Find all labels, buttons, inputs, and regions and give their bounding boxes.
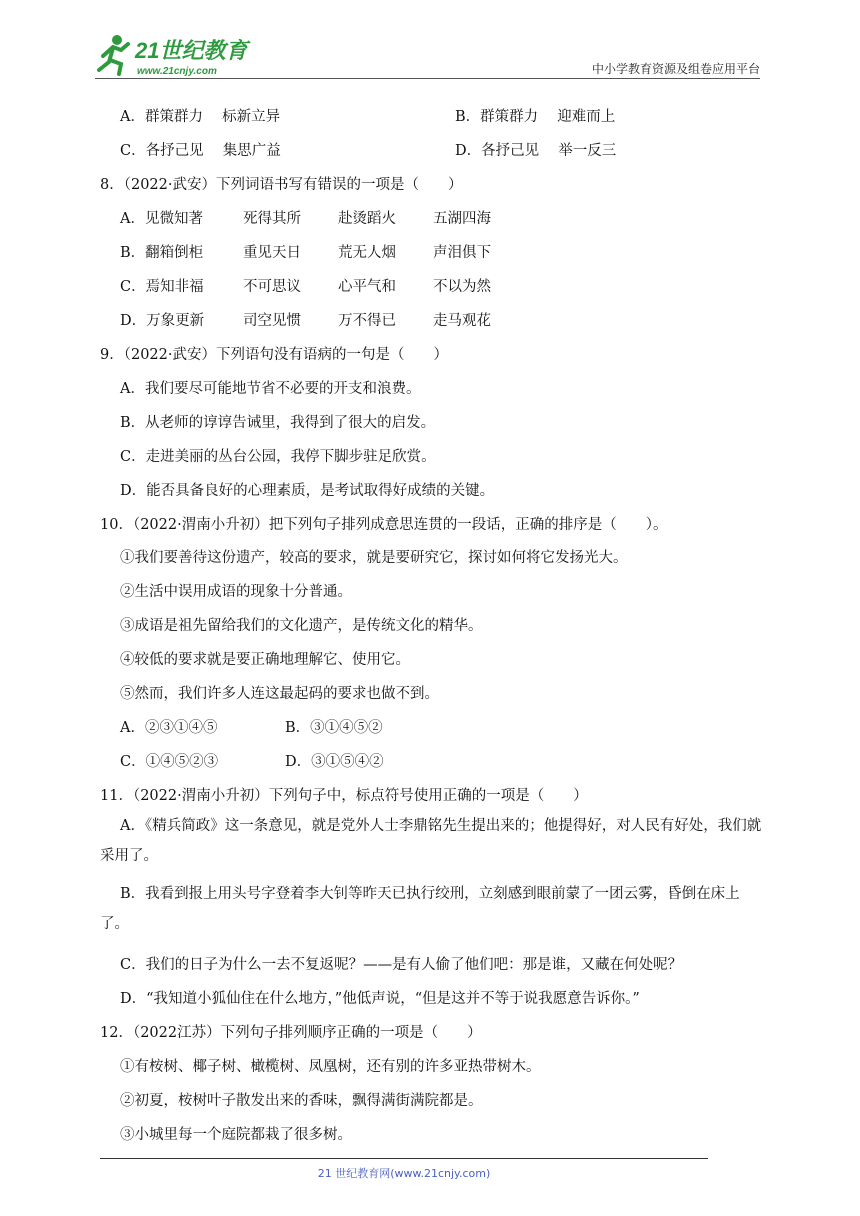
runner-icon [99,35,128,74]
q8-cell: D．万象更新 [120,313,205,329]
q8-cell: 不可思议 [243,279,301,295]
logo [95,34,265,78]
q11-option-b: B．我看到报上用头号字登着李大钊等昨天已执行绞刑，立刻感到眼前蒙了一团云雾，昏倒在床上了。 [100,886,740,932]
q12-sentence-2: ②初夏，桉树叶子散发出来的香味，飘得满街满院都是。 [120,1093,483,1109]
footer-divider [100,1158,708,1159]
q12-sentence-1: ①有桉树、椰子树、橄榄树、凤凰树，还有别的许多亚热带树木。 [120,1059,541,1075]
q10-stem: 10．（2022·渭南小升初）把下列句子排列成意思连贯的一段话，正确的排序是（ ）。 [100,517,668,533]
q10-sentence-2: ②生活中误用成语的现象十分普通。 [120,584,352,600]
q12-stem: 12．（2022江苏）下列句子排列顺序正确的一项是（ ） [100,1025,482,1041]
q8-cell: 赴烫蹈火 [338,211,396,227]
q10-option-d: D．③①⑤④② [285,754,384,770]
q8-cell: C．焉知非福 [120,279,204,295]
q7-option-c: C．各抒己见 集思广益 [120,143,281,159]
q8-cell: 走马观花 [433,313,491,329]
q7-option-d: D．各抒己见 举一反三 [455,143,617,159]
q8-cell: 不以为然 [433,279,491,295]
q8-stem: 8．（2022·武安）下列词语书写有错误的一项是（ ） [100,177,463,193]
q8-cell: 万不得已 [338,313,396,329]
q7-option-a: A．群策群力 标新立异 [120,109,281,125]
logo-url-text: www.21cnjy.com [137,66,217,77]
header-divider [95,78,760,79]
q8-cell: 心平气和 [338,279,396,295]
q8-cell: 声泪俱下 [433,245,491,261]
q11-option-d: D．“我知道小狐仙住在什么地方，”他低声说，“但是这并不等于说我愿意告诉你。” [120,991,640,1007]
q8-cell: B．翻箱倒柜 [120,245,204,261]
q8-cell: 五湖四海 [433,211,491,227]
q8-cell: 死得其所 [243,211,301,227]
q10-option-a: A．②③①④⑤ [120,720,218,736]
q9-option-a: A．我们要尽可能地节省不必要的开支和浪费。 [120,381,421,397]
q10-sentence-5: ⑤然而，我们许多人连这最起码的要求也做不到。 [120,686,439,702]
q9-option-c: C．走进美丽的丛台公园，我停下脚步驻足欣赏。 [120,449,436,465]
q9-option-d: D．能否具备良好的心理素质，是考试取得好成绩的关键。 [120,483,495,499]
q11-option-a: A．《精兵简政》这一条意见，就是党外人士李鼎铭先生提出来的；他提得好，对人民有好处，我们就采用了。 [100,818,762,864]
q10-option-c: C．①④⑤②③ [120,754,219,770]
platform-title: 中小学教育资源及组卷应用平台 [591,62,760,76]
q10-sentence-4: ④较低的要求就是要正确地理解它、使用它。 [120,652,410,668]
q9-option-b: B．从老师的谆谆告诫里，我得到了很大的启发。 [120,415,436,431]
q10-option-b: B．③①④⑤② [285,720,383,736]
logo-main-text: 21世纪教育 [135,38,248,63]
q8-cell: A．见微知著 [120,211,203,227]
footer-text: 21 世纪教育网(www.21cnjy.com) [317,1167,491,1180]
q10-sentence-1: ①我们要善待这份遗产，较高的要求，就是要研究它，探讨如何将它发扬光大。 [120,550,628,566]
q12-sentence-3: ③小城里每一个庭院都栽了很多树。 [120,1127,352,1143]
q11-stem: 11．（2022·渭南小升初）下列句子中，标点符号使用正确的一项是（ ） [100,788,588,804]
page-header [95,30,760,80]
q8-cell: 荒无人烟 [338,245,396,261]
q8-cell: 重见天日 [243,245,301,261]
q9-stem: 9．（2022·武安）下列语句没有语病的一句是（ ） [100,347,448,363]
q8-cell: 司空见惯 [243,313,301,329]
q10-sentence-3: ③成语是祖先留给我们的文化遗产，是传统文化的精华。 [120,618,483,634]
q11-option-c: C．我们的日子为什么一去不复返呢？——是有人偷了他们吧：那是谁，又藏在何处呢？ [120,957,683,973]
q7-option-b: B．群策群力 迎难而上 [455,109,616,125]
